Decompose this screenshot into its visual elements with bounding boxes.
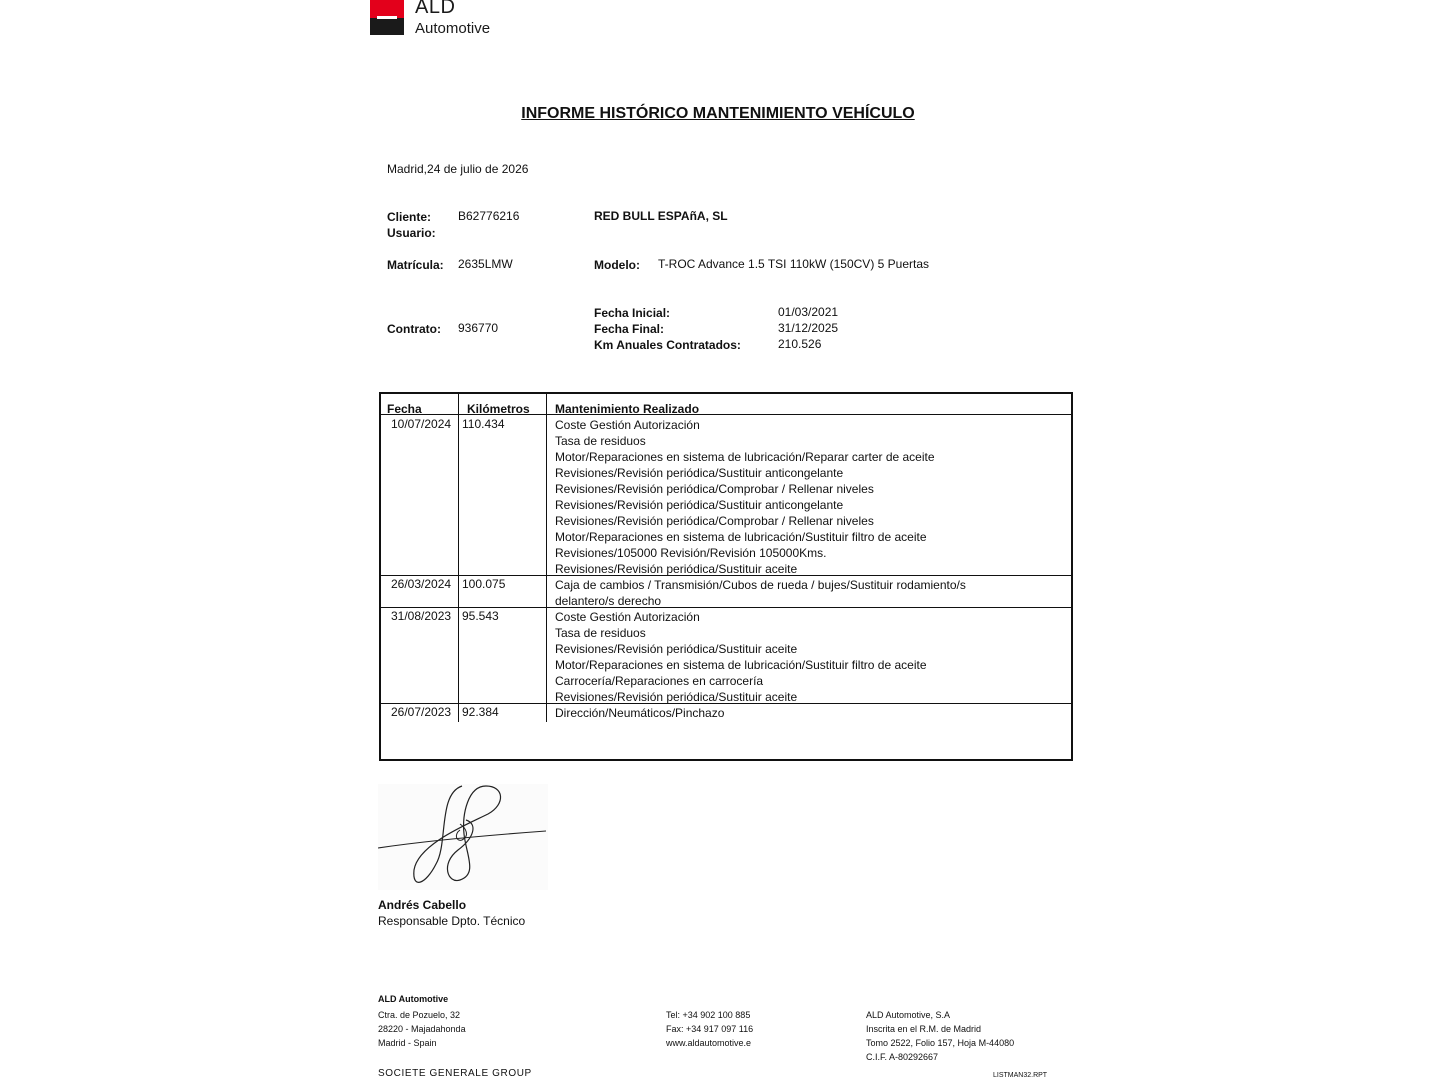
row-3-km: 95.543 <box>462 609 499 623</box>
cliente-value: B62776216 <box>458 209 520 223</box>
cliente-name: RED BULL ESPAñA, SL <box>594 209 728 223</box>
signature-image <box>378 784 548 890</box>
modelo-label: Modelo: <box>594 258 640 272</box>
row-2-task: Caja de cambios / Transmisión/Cubos de rueda / bujes/Sustituir rodamiento/s <box>555 578 966 592</box>
row-3-task: Coste Gestión Autorización <box>555 610 700 624</box>
row-1-task: Revisiones/Revisión periódica/Sustituir aceite <box>555 562 798 576</box>
footer-web: www.aldautomotive.e <box>666 1038 752 1048</box>
contrato-label: Contrato: <box>387 322 441 336</box>
row-1-task: Revisiones/Revisión periódica/Sustituir anticongelante <box>555 498 844 512</box>
row-3-tasks <box>555 609 927 705</box>
column-divider-2 <box>546 394 547 722</box>
logo-white-bar <box>377 16 397 19</box>
row-1-task: Revisiones/105000 Revisión/Revisión 105000Kms. <box>555 546 827 560</box>
footer-address-1: Ctra. de Pozuelo, 32 <box>378 1010 461 1020</box>
footer-legal-1: ALD Automotive, S.A <box>866 1010 951 1020</box>
row-3-fecha: 31/08/2023 <box>391 609 452 623</box>
row-3-task: Revisiones/Revisión periódica/Sustituir aceite <box>555 690 798 704</box>
row-4-km: 92.384 <box>462 705 499 719</box>
fecha-final-value: 31/12/2025 <box>778 321 839 335</box>
row-1-fecha: 10/07/2024 <box>391 417 452 431</box>
footer-legal-3: Tomo 2522, Folio 157, Hoja M-44080 <box>866 1038 1015 1048</box>
row-2-task: delantero/s derecho <box>555 594 662 608</box>
signer-name: Andrés Cabello <box>378 898 467 912</box>
row-2-tasks <box>555 577 966 609</box>
footer-fax: Fax: +34 917 097 116 <box>666 1024 754 1034</box>
row-4-tasks <box>555 705 724 721</box>
row-4-task: Dirección/Neumáticos/Pinchazo <box>555 706 725 720</box>
row-3-task: Carrocería/Reparaciones en carrocería <box>555 674 764 688</box>
logo-black-block <box>370 18 404 35</box>
row-1-task: Coste Gestión Autorización <box>555 418 700 432</box>
logo-text-automotive: Automotive <box>415 20 491 37</box>
row-3-task: Motor/Reparaciones en sistema de lubricación/Sustituir filtro de aceite <box>555 658 927 672</box>
row-1-km: 110.434 <box>462 417 505 431</box>
header-fecha: Fecha <box>387 402 422 416</box>
row-1-task: Motor/Reparaciones en sistema de lubricación/Sustituir filtro de aceite <box>555 530 927 544</box>
row-2-fecha: 26/03/2024 <box>391 577 452 591</box>
footer-tel: Tel: +34 902 100 885 <box>666 1010 751 1020</box>
header-kilometros: Kilómetros <box>467 402 530 416</box>
usuario-label: Usuario: <box>387 226 436 240</box>
signer-role: Responsable Dpto. Técnico <box>378 914 526 928</box>
fecha-inicial-label: Fecha Inicial: <box>594 306 671 320</box>
header-mantenimiento: Mantenimiento Realizado <box>555 402 700 416</box>
footer-report-id: LISTMAN32.RPT <box>993 1072 1048 1079</box>
footer-group: SOCIETE GENERALE GROUP <box>378 1068 532 1079</box>
ald-logo <box>370 0 504 36</box>
contrato-value: 936770 <box>458 321 499 335</box>
km-label: Km Anuales Contratados: <box>594 338 741 352</box>
footer-legal-4: C.I.F. A-80292667 <box>866 1052 939 1062</box>
header-divider <box>381 414 1071 415</box>
cliente-label: Cliente: <box>387 210 432 224</box>
km-value: 210.526 <box>778 337 822 351</box>
column-divider-1 <box>458 394 459 722</box>
place-date: Madrid,24 de julio de 2026 <box>387 162 529 176</box>
row-1-task: Motor/Reparaciones en sistema de lubricación/Reparar carter de aceite <box>555 450 935 464</box>
signature-scribble <box>378 784 548 890</box>
footer-address-2: 28220 - Majadahonda <box>378 1024 466 1034</box>
row-4-fecha: 26/07/2023 <box>391 705 452 719</box>
row-1-task: Revisiones/Revisión periódica/Comprobar / Rellenar niveles <box>555 482 874 496</box>
maintenance-table <box>379 392 1073 761</box>
row-1-task: Revisiones/Revisión periódica/Sustituir anticongelante <box>555 466 844 480</box>
fecha-final-label: Fecha Final: <box>594 322 665 336</box>
row-3-task: Tasa de residuos <box>555 626 646 640</box>
matricula-value: 2635LMW <box>458 257 513 271</box>
row-1-task: Tasa de residuos <box>555 434 646 448</box>
row-1-task: Revisiones/Revisión periódica/Comprobar / Rellenar niveles <box>555 514 874 528</box>
row-3-task: Revisiones/Revisión periódica/Sustituir aceite <box>555 642 798 656</box>
modelo-value: T-ROC Advance 1.5 TSI 110kW (150CV) 5 Puertas <box>658 257 930 271</box>
footer-address-3: Madrid - Spain <box>378 1038 437 1048</box>
footer-company: ALD Automotive <box>378 994 449 1004</box>
row-1-tasks <box>555 417 935 577</box>
row-2-km: 100.075 <box>462 577 506 591</box>
fecha-inicial-value: 01/03/2021 <box>778 305 839 319</box>
footer-legal-2: Inscrita en el R.M. de Madrid <box>866 1024 982 1034</box>
matricula-label: Matrícula: <box>387 258 444 272</box>
logo-text-ald: ALD <box>415 0 456 18</box>
report-title: INFORME HISTÓRICO MANTENIMIENTO VEHÍCULO <box>521 105 915 122</box>
